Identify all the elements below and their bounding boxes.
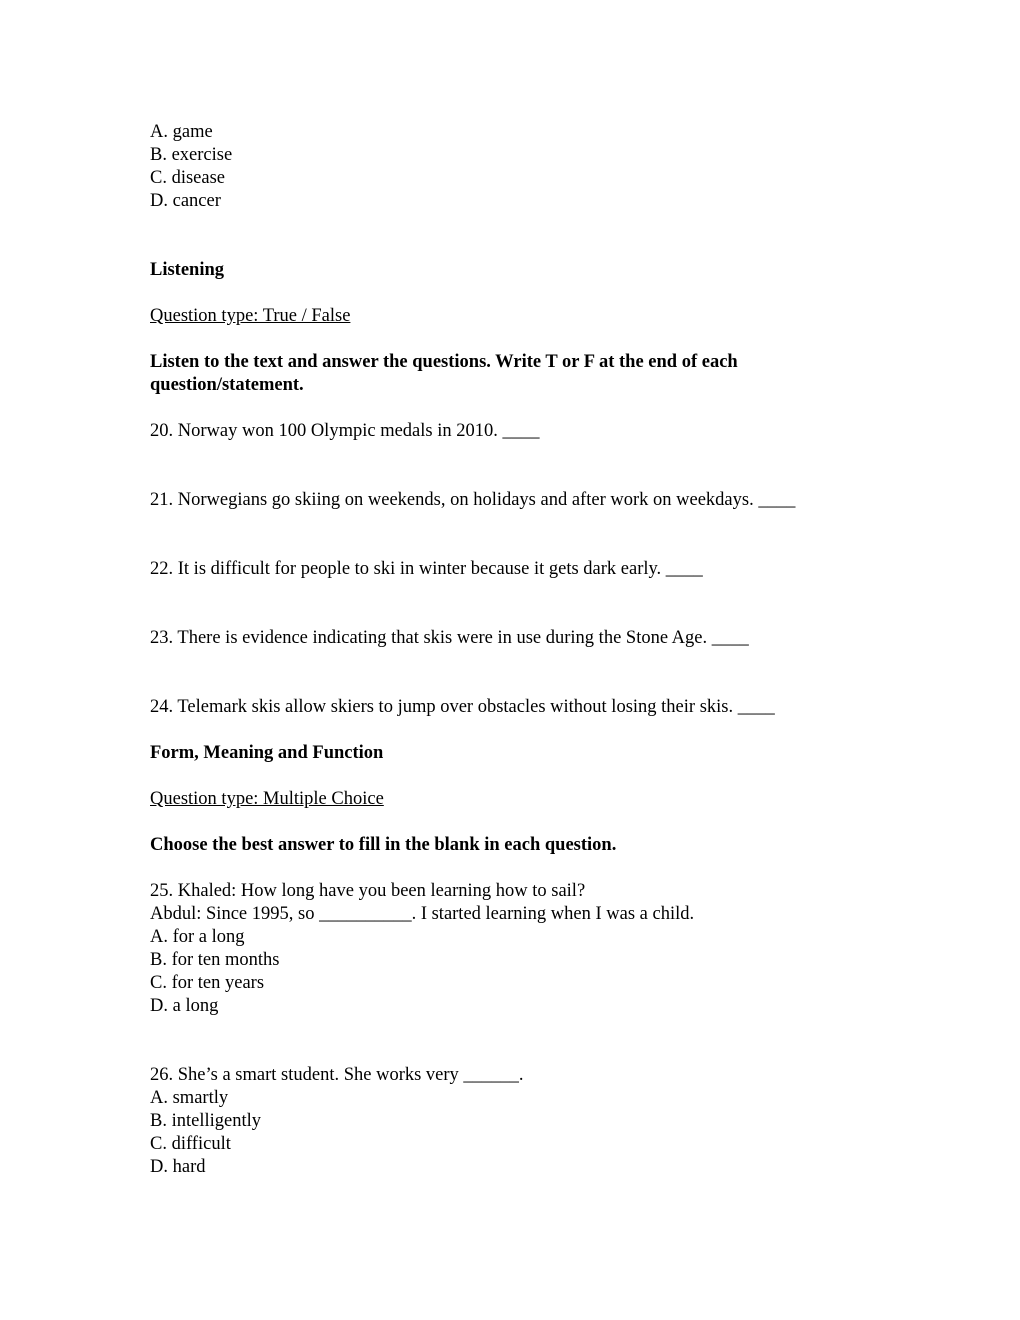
q26-option-a: A. smartly bbox=[150, 1088, 229, 1108]
option-a: A. game bbox=[150, 122, 213, 142]
q25-option-b: B. for ten months bbox=[150, 950, 280, 970]
option-d: D. cancer bbox=[150, 191, 221, 211]
listening-instruction-line2: question/statement. bbox=[150, 375, 304, 395]
form-meaning-instruction: Choose the best answer to fill in the blank in each question. bbox=[150, 835, 617, 855]
question-24: 24. Telemark skis allow skiers to jump over obstacles without losing their skis. ____ bbox=[150, 697, 775, 717]
section-heading-listening: Listening bbox=[150, 260, 225, 280]
listening-instruction-line1: Listen to the text and answer the questions. Write T or F at the end of each bbox=[150, 352, 738, 372]
option-b: B. exercise bbox=[150, 145, 233, 165]
q26-option-d: D. hard bbox=[150, 1157, 206, 1177]
q25-option-d: D. a long bbox=[150, 996, 219, 1016]
question-26: 26. She’s a smart student. She works very ______. bbox=[150, 1065, 524, 1085]
question-23: 23. There is evidence indicating that skis were in use during the Stone Age. ____ bbox=[150, 628, 749, 648]
question-21: 21. Norwegians go skiing on weekends, on holidays and after work on weekdays. ____ bbox=[150, 490, 796, 510]
question-22: 22. It is difficult for people to ski in winter because it gets dark early. ____ bbox=[150, 559, 703, 579]
option-c: C. disease bbox=[150, 168, 226, 188]
question-type-true-false: Question type: True / False bbox=[150, 306, 351, 326]
question-25-line2: Abdul: Since 1995, so __________. I started learning when I was a child. bbox=[150, 904, 695, 924]
q25-option-a: A. for a long bbox=[150, 927, 245, 947]
question-type-multiple-choice: Question type: Multiple Choice bbox=[150, 789, 384, 809]
question-20: 20. Norway won 100 Olympic medals in 2010. ____ bbox=[150, 421, 540, 441]
section-heading-form-meaning: Form, Meaning and Function bbox=[150, 743, 384, 763]
q25-option-c: C. for ten years bbox=[150, 973, 265, 993]
q26-option-b: B. intelligently bbox=[150, 1111, 261, 1131]
q26-option-c: C. difficult bbox=[150, 1134, 231, 1154]
question-25-line1: 25. Khaled: How long have you been learning how to sail? bbox=[150, 881, 586, 901]
